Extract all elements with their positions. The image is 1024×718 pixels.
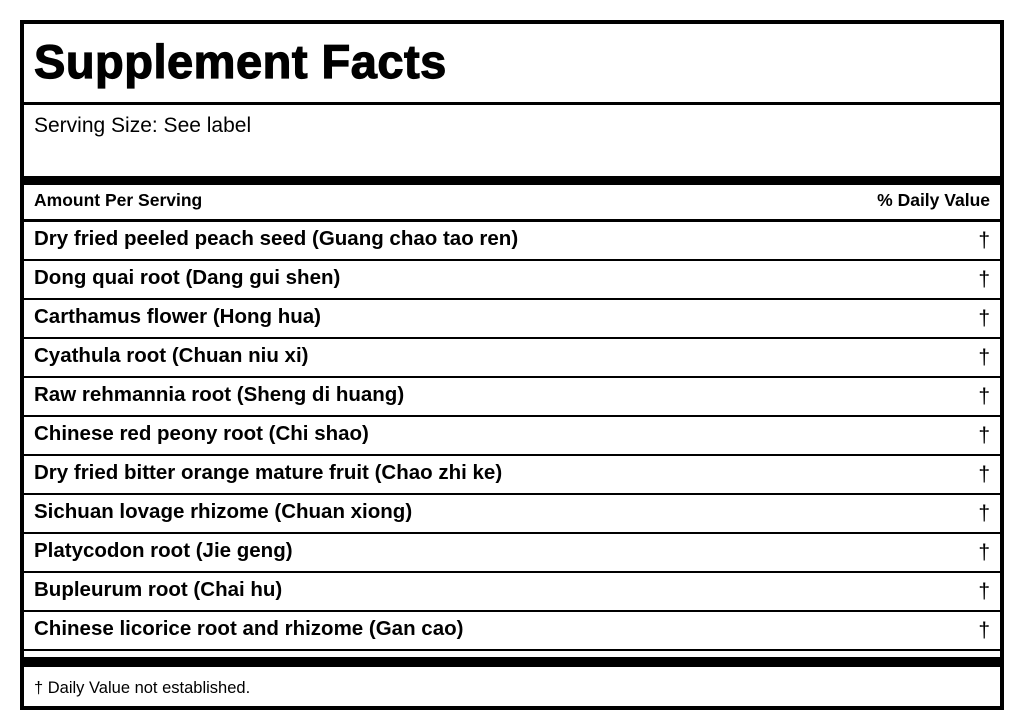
top-divider-bar — [24, 176, 1000, 185]
ingredient-name: Dry fried peeled peach seed (Guang chao tao ren) — [34, 227, 519, 250]
ingredient-row — [24, 612, 1000, 651]
amount-per-serving-header: Amount Per Serving — [34, 190, 203, 210]
ingredient-name: Dry fried bitter orange mature fruit (Chao zhi ke) — [34, 461, 503, 484]
footnote: † Daily Value not established. — [34, 679, 251, 697]
column-header-row — [24, 185, 1000, 222]
daily-value-dagger: † — [978, 424, 990, 447]
ingredient-list — [24, 222, 1000, 651]
ingredient-name: Carthamus flower (Hong hua) — [34, 305, 322, 328]
ingredient-row — [24, 417, 1000, 456]
daily-value-dagger: † — [978, 346, 990, 369]
supplement-facts-panel — [20, 20, 1004, 710]
ingredient-name: Raw rehmannia root (Sheng di huang) — [34, 383, 405, 406]
panel-title: Supplement Facts — [34, 35, 447, 88]
daily-value-header: % Daily Value — [877, 190, 990, 210]
ingredient-row — [24, 378, 1000, 417]
ingredient-row — [24, 573, 1000, 612]
ingredient-row — [24, 261, 1000, 300]
daily-value-dagger: † — [978, 229, 990, 252]
ingredient-name: Chinese red peony root (Chi shao) — [34, 422, 369, 445]
ingredient-name: Dong quai root (Dang gui shen) — [34, 266, 341, 289]
title-section — [24, 24, 1000, 105]
ingredient-name: Cyathula root (Chuan niu xi) — [34, 344, 309, 367]
daily-value-dagger: † — [978, 502, 990, 525]
daily-value-dagger: † — [978, 385, 990, 408]
daily-value-dagger: † — [978, 580, 990, 603]
ingredient-row — [24, 534, 1000, 573]
ingredient-row — [24, 456, 1000, 495]
ingredient-name: Platycodon root (Jie geng) — [34, 539, 293, 562]
ingredient-row — [24, 300, 1000, 339]
daily-value-dagger: † — [978, 541, 990, 564]
daily-value-dagger: † — [978, 463, 990, 486]
daily-value-dagger: † — [978, 307, 990, 330]
ingredient-row — [24, 222, 1000, 261]
ingredient-row — [24, 495, 1000, 534]
serving-size: Serving Size: See label — [34, 114, 252, 137]
ingredient-name: Sichuan lovage rhizome (Chuan xiong) — [34, 500, 413, 523]
daily-value-dagger: † — [978, 268, 990, 291]
daily-value-dagger: † — [978, 619, 990, 642]
ingredient-name: Chinese licorice root and rhizome (Gan cao) — [34, 617, 464, 640]
ingredient-name: Bupleurum root (Chai hu) — [34, 578, 283, 601]
ingredient-row — [24, 339, 1000, 378]
bottom-divider-bar — [24, 657, 1000, 667]
